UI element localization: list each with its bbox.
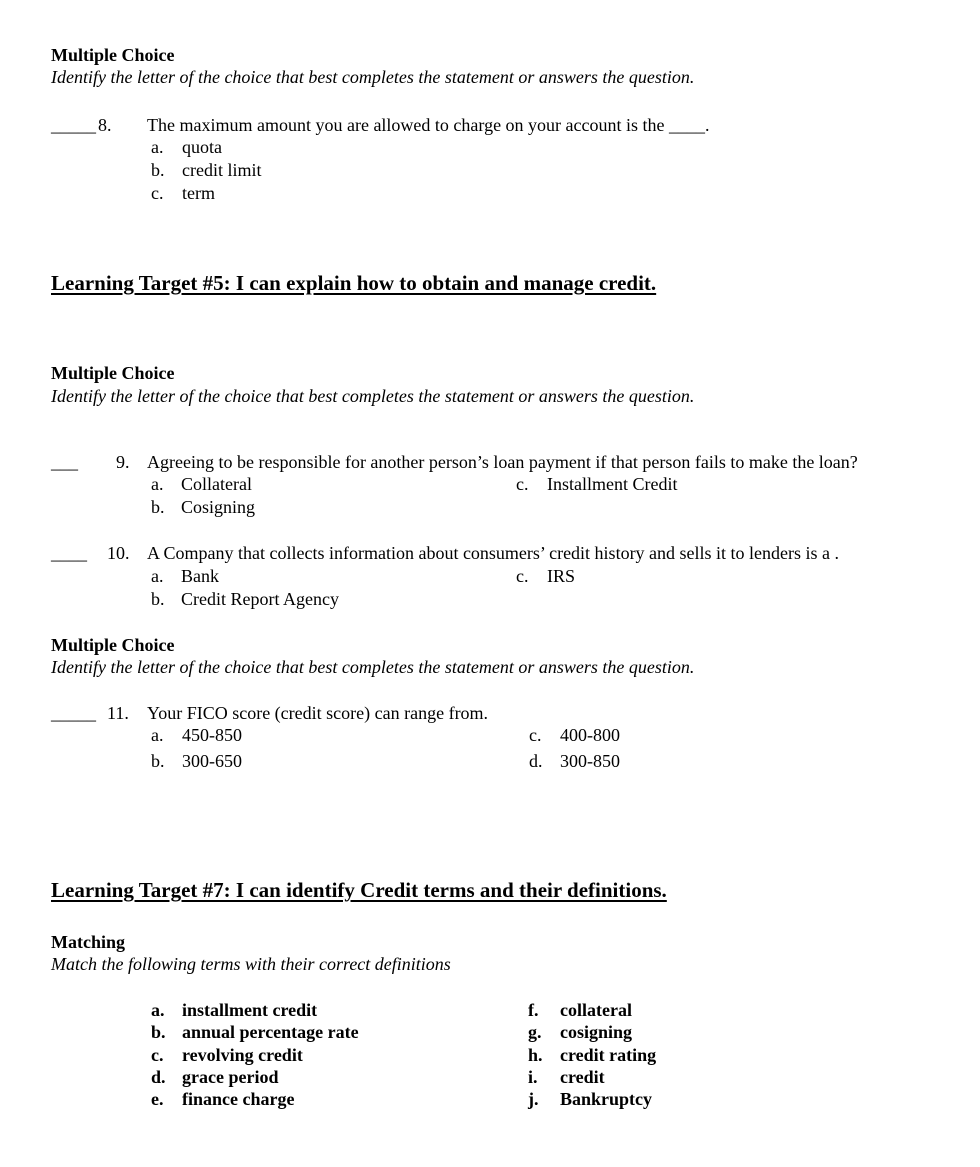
- answer-blank-q10[interactable]: ____: [51, 543, 87, 563]
- option-text: Credit Report Agency: [181, 589, 339, 609]
- matching-instructions: Match the following terms with their correct definitions: [51, 954, 451, 974]
- option-letter: a.: [151, 474, 164, 494]
- option-text: 400-800: [560, 725, 620, 745]
- term-text: credit rating: [560, 1045, 657, 1065]
- option-letter: a.: [151, 725, 164, 745]
- section-instructions: Identify the letter of the choice that best completes the statement or answers the question.: [51, 386, 695, 406]
- option-letter: b.: [151, 589, 165, 609]
- option-text: IRS: [547, 566, 576, 586]
- question-number: 11.: [107, 703, 129, 723]
- option-text: Cosigning: [181, 497, 256, 517]
- section-heading: Multiple Choice: [51, 45, 175, 65]
- option-text: 300-650: [182, 751, 242, 771]
- term-letter: f.: [528, 1000, 539, 1020]
- term-text: collateral: [560, 1000, 632, 1020]
- learning-target-heading: Learning Target #5: I can explain how to obtain and manage credit.: [51, 271, 657, 295]
- section-instructions: Identify the letter of the choice that best completes the statement or answers the question.: [51, 657, 695, 677]
- option-letter: a.: [151, 566, 164, 586]
- term-text: cosigning: [560, 1022, 633, 1042]
- question-text: A Company that collects information about consumers’ credit history and sells it to lenders is a .: [147, 543, 840, 563]
- learning-target-heading: Learning Target #7: I can identify Credit terms and their definitions.: [51, 878, 667, 902]
- option-letter: c.: [516, 474, 529, 494]
- option-letter: c.: [151, 183, 164, 203]
- term-letter: i.: [528, 1067, 538, 1087]
- option-text: credit limit: [182, 160, 262, 180]
- term-letter: j.: [528, 1089, 539, 1109]
- answer-blank-q11[interactable]: _____: [51, 703, 96, 723]
- question-number: 9.: [116, 452, 130, 472]
- option-text: Installment Credit: [547, 474, 678, 494]
- term-letter: d.: [151, 1067, 166, 1087]
- term-text: Bankruptcy: [560, 1089, 653, 1109]
- term-text: credit: [560, 1067, 605, 1087]
- answer-blank-q9[interactable]: ___: [51, 452, 78, 472]
- term-text: grace period: [182, 1067, 279, 1087]
- option-letter: c.: [516, 566, 529, 586]
- option-letter: d.: [529, 751, 543, 771]
- question-number: 10.: [107, 543, 130, 563]
- term-letter: h.: [528, 1045, 543, 1065]
- matching-heading: Matching: [51, 932, 125, 952]
- section-heading: Multiple Choice: [51, 635, 175, 655]
- term-text: finance charge: [182, 1089, 295, 1109]
- question-text: The maximum amount you are allowed to charge on your account is the ____.: [147, 115, 710, 135]
- option-letter: b.: [151, 751, 165, 771]
- term-letter: b.: [151, 1022, 166, 1042]
- term-letter: c.: [151, 1045, 164, 1065]
- option-letter: a.: [151, 137, 164, 157]
- section-instructions: Identify the letter of the choice that best completes the statement or answers the question.: [51, 67, 695, 87]
- option-text: quota: [182, 137, 222, 157]
- option-text: 450-850: [182, 725, 242, 745]
- question-text: Your FICO score (credit score) can range from.: [147, 703, 489, 723]
- option-letter: b.: [151, 160, 165, 180]
- question-text: Agreeing to be responsible for another person’s loan payment if that person fails to make the loan?: [147, 452, 858, 472]
- option-text: Bank: [181, 566, 219, 586]
- option-letter: b.: [151, 497, 165, 517]
- option-text: 300-850: [560, 751, 620, 771]
- option-letter: c.: [529, 725, 542, 745]
- answer-blank-q8[interactable]: _____: [51, 115, 96, 135]
- section-heading: Multiple Choice: [51, 363, 175, 383]
- option-text: term: [182, 183, 215, 203]
- term-letter: g.: [528, 1022, 542, 1042]
- question-number: 8.: [98, 115, 112, 135]
- term-text: annual percentage rate: [182, 1022, 359, 1042]
- option-text: Collateral: [181, 474, 252, 494]
- term-letter: a.: [151, 1000, 165, 1020]
- term-text: installment credit: [182, 1000, 318, 1020]
- term-letter: e.: [151, 1089, 164, 1109]
- term-text: revolving credit: [182, 1045, 303, 1065]
